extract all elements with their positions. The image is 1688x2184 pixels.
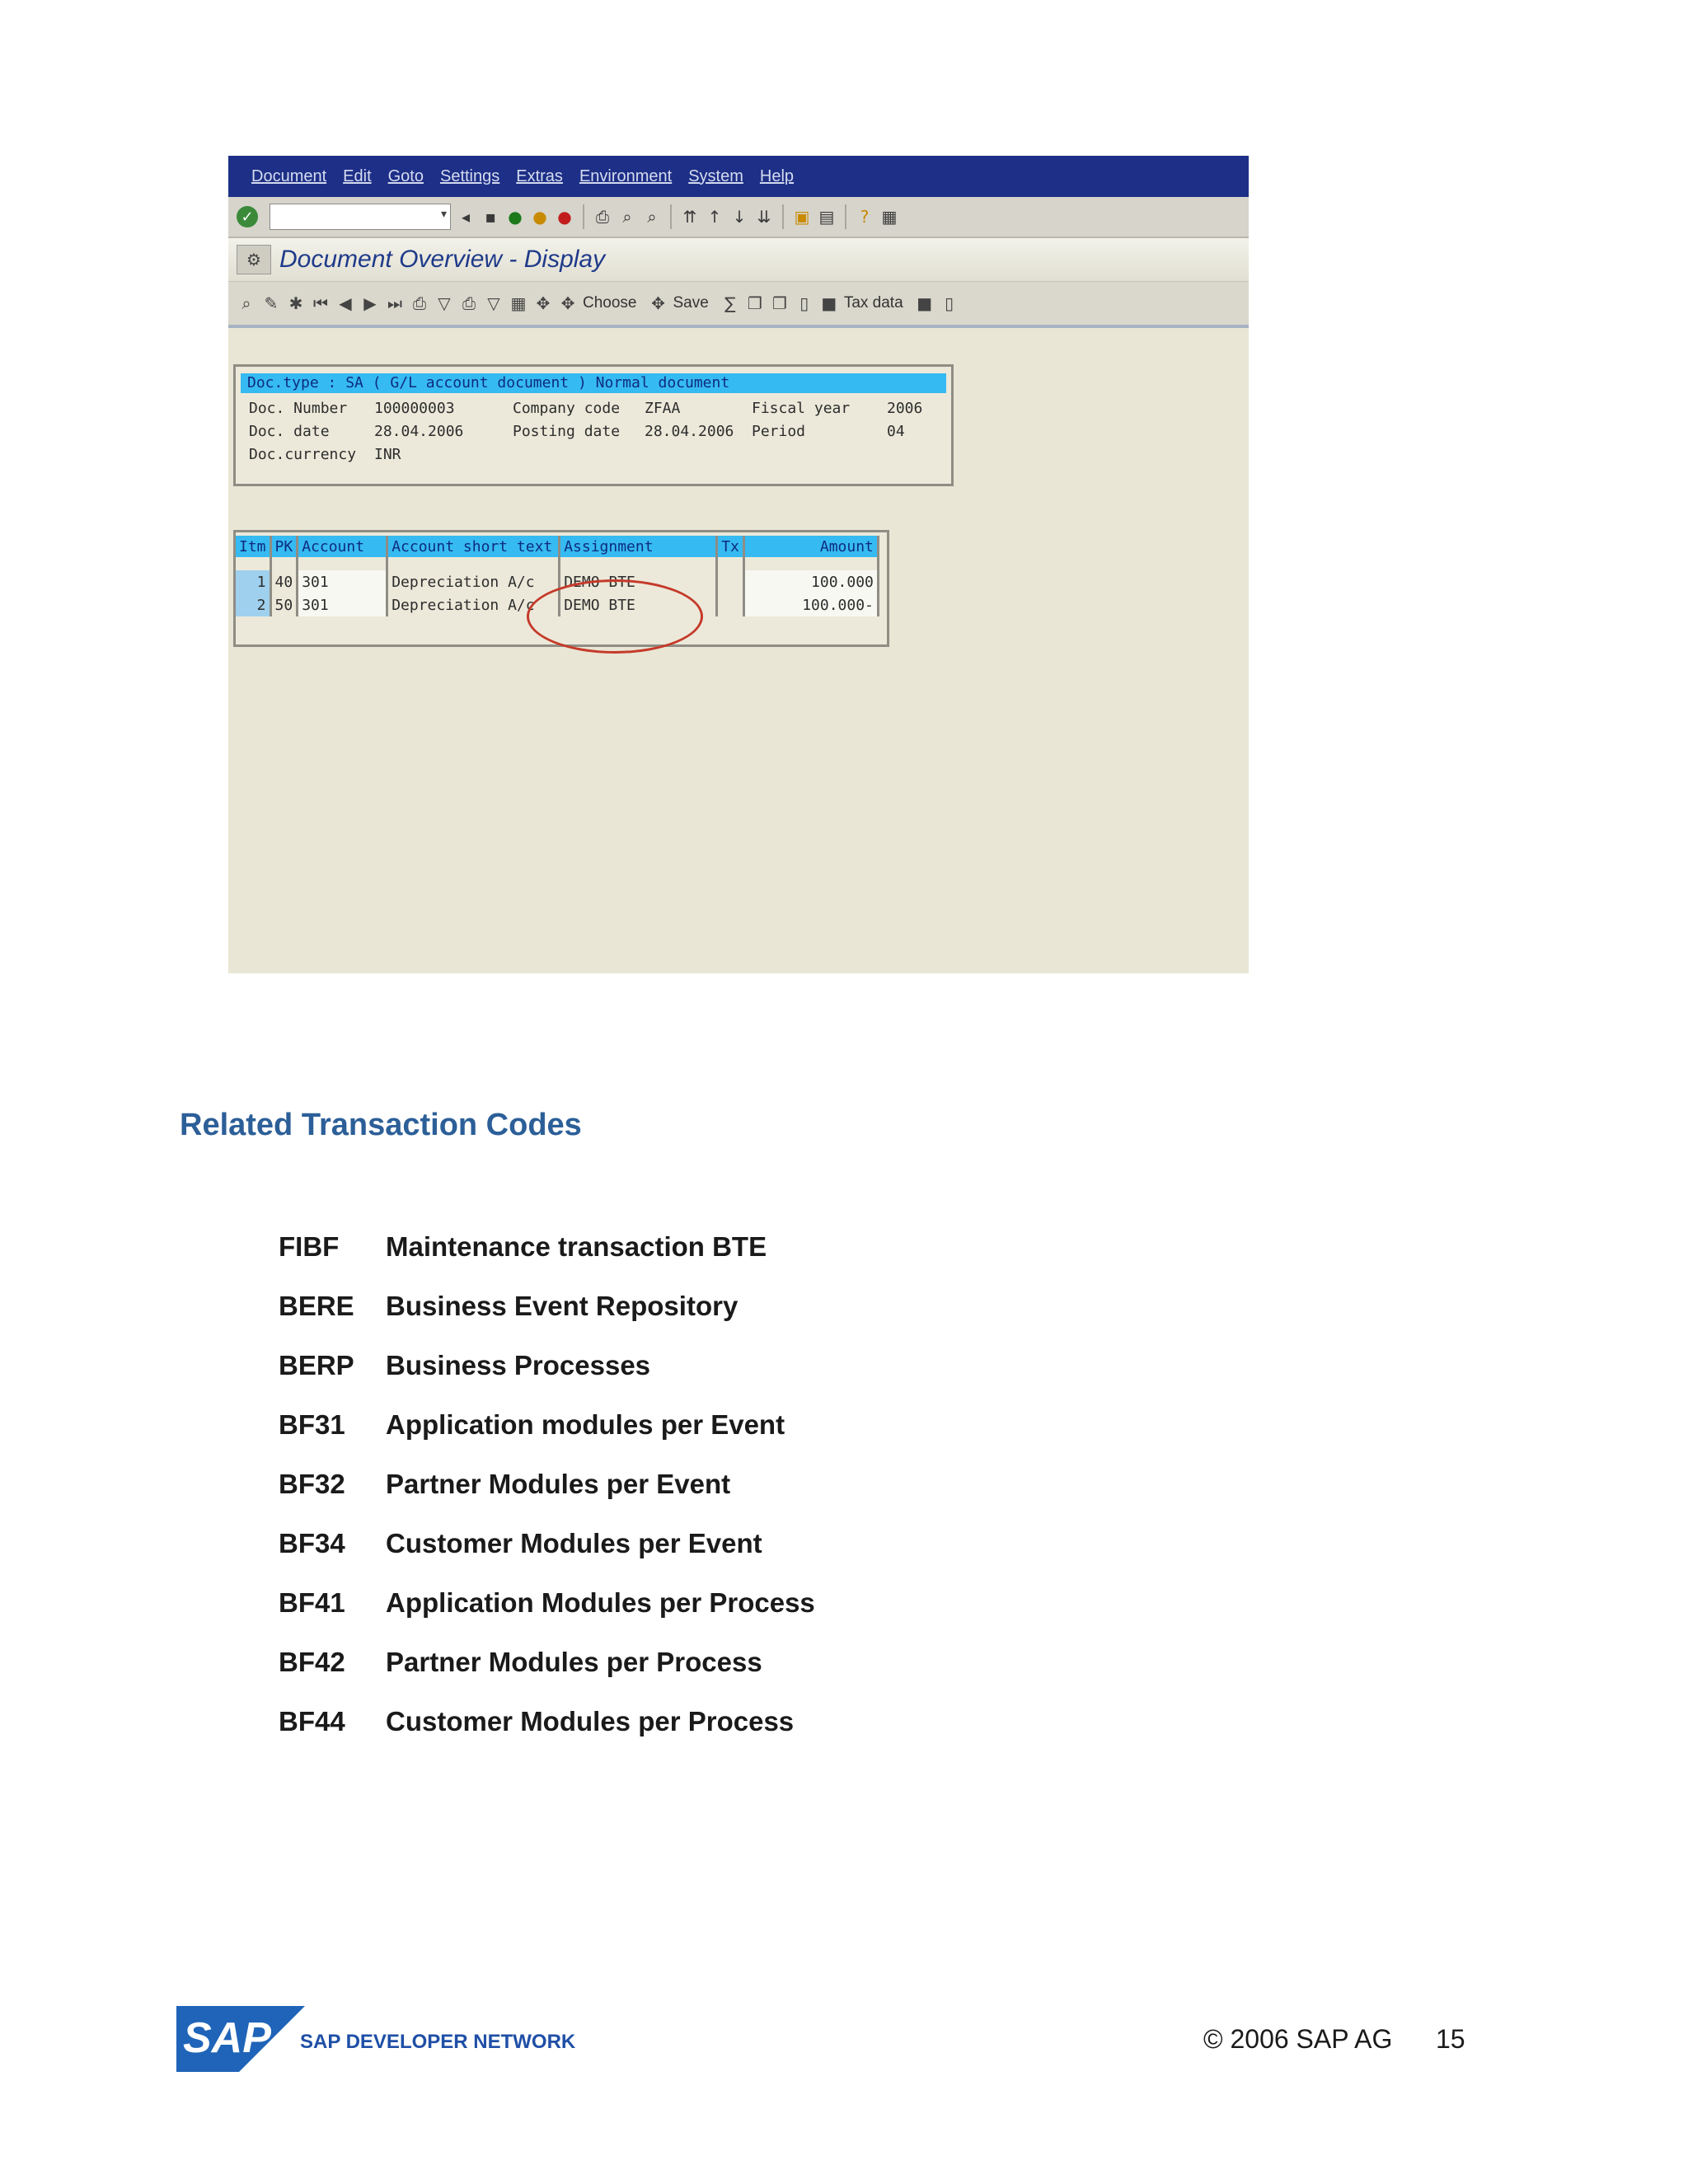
tax-data-button[interactable]: Tax data [843, 294, 903, 312]
transaction-code: BERE [279, 1291, 354, 1321]
doc-number-label: Doc. Number [249, 400, 348, 417]
doc-number-value: 100000003 [374, 400, 455, 417]
document-icon[interactable]: ❐ [771, 293, 787, 313]
print-list-icon[interactable]: ⎙ [413, 293, 426, 313]
document-header [233, 364, 954, 486]
last-page-icon[interactable]: ⇊ [757, 207, 771, 227]
change-icon[interactable]: ✎ [264, 293, 279, 313]
cell-account: 301 [298, 593, 387, 616]
choose-button[interactable]: Choose [583, 294, 637, 312]
spreadsheet-icon[interactable]: ▦ [510, 293, 527, 313]
print-icon[interactable]: ⎙ [596, 207, 609, 227]
transaction-code: BERP [279, 1350, 354, 1380]
transaction-description: Business Processes [386, 1350, 651, 1380]
cell-amount: 100.000- [743, 593, 878, 616]
menu-goto[interactable]: Goto [387, 166, 424, 185]
transaction-code: BF41 [279, 1587, 345, 1618]
transaction-description: Customer Modules per Event [386, 1528, 762, 1558]
find-icon[interactable]: ⌕ [622, 207, 632, 227]
assignment-highlight-circle [527, 579, 703, 654]
table-header-row [236, 536, 878, 557]
posting-date-label: Posting date [513, 423, 621, 440]
toolbar-separator [670, 204, 672, 229]
section-title: Related Transaction Codes [180, 1108, 582, 1142]
sap-standard-toolbar [228, 197, 1249, 238]
cell-account: 301 [298, 570, 387, 593]
menu-help[interactable]: Help [759, 166, 795, 185]
transaction-code: BF42 [279, 1647, 345, 1677]
notes-icon[interactable]: ▯ [945, 293, 954, 313]
list-icon[interactable]: ▯ [799, 293, 809, 313]
col-account[interactable]: Account [298, 536, 387, 557]
list-item [279, 1647, 815, 1706]
page-number: 15 [1436, 2024, 1465, 2054]
cell-assignment: DEMO BTE [560, 593, 717, 616]
transaction-code: FIBF [279, 1231, 340, 1262]
col-assignment[interactable]: Assignment [560, 536, 717, 557]
save-button[interactable]: Save [673, 294, 709, 312]
display-icon[interactable]: ⌕ [241, 293, 251, 313]
dropdown-icon[interactable]: ▾ [440, 208, 447, 221]
col-amount[interactable]: Amount [743, 536, 878, 557]
set-filter-icon[interactable]: ▽ [487, 293, 500, 313]
doc-type-line: Doc.type : SA ( G/L account document ) Normal document [241, 373, 946, 393]
copy-icon[interactable]: ❐ [747, 293, 762, 313]
other-document-icon[interactable]: ✱ [288, 293, 303, 313]
previous-item-icon[interactable]: ◀ [339, 293, 352, 313]
fiscal-year-value: 2006 [887, 400, 923, 417]
cell-assignment: DEMO BTE [560, 570, 717, 593]
currency-label: Doc.currency [249, 446, 357, 463]
command-field[interactable] [270, 204, 451, 230]
menu-system[interactable]: System [688, 166, 743, 185]
cell-amount: 100.000 [743, 570, 878, 593]
layout-menu-icon[interactable]: ▦ [881, 207, 898, 227]
print-preview-icon[interactable]: ⎙ [462, 293, 476, 313]
list-item [279, 1231, 815, 1291]
help-icon[interactable]: ? [860, 207, 870, 227]
cell-account-short-text: Depreciation A/c [387, 593, 560, 616]
transaction-description: Business Event Repository [386, 1291, 738, 1321]
find-next-icon[interactable]: ⌕ [647, 207, 657, 227]
back-icon[interactable]: ● [508, 207, 523, 227]
first-page-icon[interactable]: ⇈ [682, 207, 697, 227]
cell-itm[interactable]: 1 [236, 570, 270, 593]
cell-tx [717, 570, 744, 593]
col-tx[interactable]: Tx [717, 536, 744, 557]
toolbar-separator [583, 204, 584, 229]
transaction-description: Application modules per Event [386, 1409, 785, 1440]
col-account-short-text[interactable]: Account short text [387, 536, 560, 557]
currency-value: INR [374, 446, 401, 463]
menu-document[interactable]: Document [251, 166, 327, 185]
cell-itm[interactable]: 2 [236, 593, 270, 616]
company-code-value: ZFAA [645, 400, 681, 417]
cancel-icon[interactable]: ● [557, 207, 572, 227]
transaction-code: BF32 [279, 1469, 345, 1499]
transaction-code: BF44 [279, 1706, 345, 1736]
company-code-label: Company code [513, 400, 621, 417]
toolbar-separator [845, 204, 846, 229]
menu-settings[interactable]: Settings [439, 166, 500, 185]
sap-logo [176, 2006, 305, 2072]
screen-title: Document Overview - Display [279, 246, 606, 273]
sap-title-bar [228, 238, 1249, 282]
sap-application-toolbar [228, 282, 1249, 328]
copyright-text: © 2006 SAP AG [1203, 2024, 1393, 2054]
col-pk[interactable]: PK [270, 536, 298, 557]
doc-date-label: Doc. date [249, 423, 330, 440]
tax-data-icon[interactable]: ■ [821, 293, 837, 313]
network-label: SAP DEVELOPER NETWORK [300, 2031, 576, 2053]
save-icon[interactable]: ▪ [485, 207, 496, 227]
new-session-icon[interactable]: ▣ [794, 207, 810, 227]
next-item-icon[interactable]: ▶ [363, 293, 377, 313]
shortcut-icon[interactable]: ▤ [818, 207, 835, 227]
transaction-code: BF31 [279, 1409, 345, 1440]
transaction-description: Application Modules per Process [386, 1587, 815, 1618]
list-item [279, 1587, 815, 1647]
transaction-description: Partner Modules per Process [386, 1647, 762, 1677]
period-value: 04 [887, 423, 905, 440]
cell-pk: 50 [270, 593, 298, 616]
menu-extras[interactable]: Extras [516, 166, 563, 185]
spacer-row [236, 557, 878, 570]
list-item [279, 1706, 815, 1765]
exit-icon[interactable]: ● [532, 207, 547, 227]
menu-edit[interactable]: Edit [343, 166, 372, 185]
menu-environment[interactable]: Environment [579, 166, 673, 185]
transaction-description: Partner Modules per Event [386, 1469, 731, 1499]
totals-icon[interactable]: ∑ [724, 293, 736, 313]
fiscal-year-label: Fiscal year [752, 400, 851, 417]
list-item [279, 1528, 815, 1587]
last-item-icon[interactable]: ⏭ [387, 293, 402, 313]
sap-screenshot [228, 156, 1249, 973]
list-item [279, 1469, 815, 1528]
list-item [279, 1350, 815, 1409]
list-item [279, 1291, 815, 1350]
save-layout-icon[interactable]: ✥ [651, 293, 665, 313]
toolbar-separator [782, 204, 784, 229]
info-icon[interactable]: ■ [917, 293, 933, 313]
period-label: Period [752, 423, 806, 440]
list-item [279, 1409, 815, 1469]
posting-date-value: 28.04.2006 [645, 423, 734, 440]
transaction-description: Customer Modules per Process [386, 1706, 795, 1736]
doc-date-value: 28.04.2006 [374, 423, 464, 440]
choose-layout-icon[interactable]: ✥ [536, 293, 551, 313]
choose-icon[interactable]: ✥ [560, 293, 575, 313]
enter-icon[interactable]: ✓ [237, 206, 258, 227]
transaction-code: BF34 [279, 1528, 345, 1558]
cell-pk: 40 [270, 570, 298, 593]
sap-menu-bar [228, 156, 1249, 197]
filter-icon[interactable]: ▽ [438, 293, 451, 313]
transaction-icon: ⚙ [237, 245, 271, 274]
next-page-icon[interactable]: ↓ [732, 207, 747, 227]
cell-account-short-text: Depreciation A/c [387, 570, 560, 593]
transaction-description: Maintenance transaction BTE [386, 1231, 767, 1262]
first-item-icon[interactable]: ⏮ [313, 293, 328, 313]
sap-logo-text: SAP [183, 2014, 271, 2062]
previous-page-icon[interactable]: ↑ [707, 207, 722, 227]
transaction-code-list [279, 1231, 815, 1765]
cell-tx [717, 593, 744, 616]
col-itm[interactable]: Itm [236, 536, 270, 557]
back-arrow-icon[interactable]: ◂ [461, 207, 471, 227]
